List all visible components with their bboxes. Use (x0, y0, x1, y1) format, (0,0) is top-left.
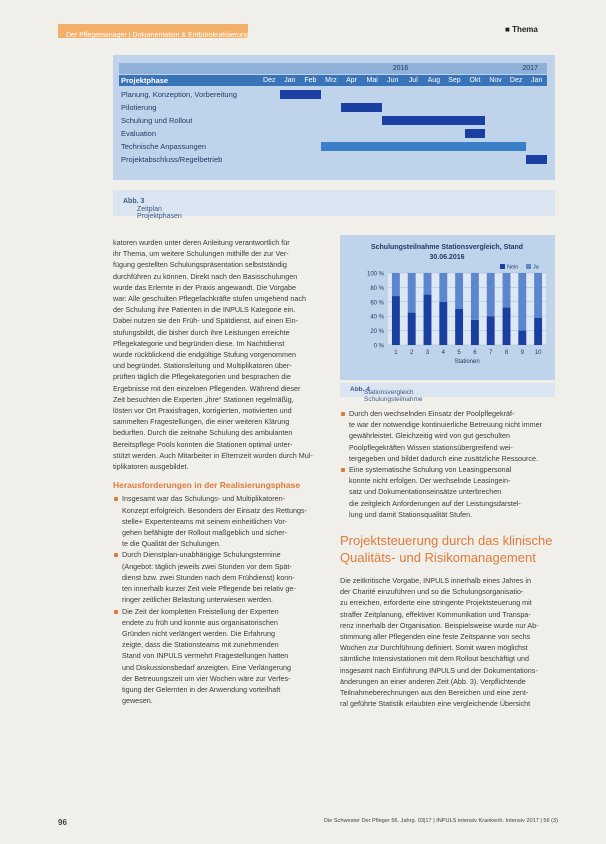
thema-label (505, 25, 538, 34)
gantt-year-row (119, 63, 547, 74)
gantt-phase-row (119, 89, 547, 100)
text-line: dienst bzw. zwei Stunden nach dem Frühdienst) konn- (122, 572, 295, 582)
x-tick-label: 8 (504, 350, 509, 356)
list-item (113, 549, 325, 605)
gantt-phase-bar (341, 103, 382, 112)
text-line: der Charité einzuführen und so die Schulungsorganisatio- (340, 587, 524, 597)
text-line: wurde rückblickend die endgültige Stufung vorgenommen (113, 350, 296, 360)
x-tick-label: 10 (534, 350, 542, 356)
list-item (113, 606, 325, 707)
text-line: sämtliche Intensivstationen mit dem Rollout beschäftigt und (340, 654, 529, 664)
text-line: Konzept erfolgreich. Besonders der Einsatz des Rettungs- (122, 505, 307, 515)
text-line: (Angebot: täglich jeweils zwei Stunden vor dem Spät- (122, 561, 292, 571)
text-line: bedurften. Durch die zeitnahe Schulung des ambulanten (113, 428, 293, 438)
gantt-month-label: Jan (531, 77, 543, 84)
gantt-year-label: 2016 (392, 65, 409, 72)
text-line: Dabei nutzen sie den Früh- und Spätdienst, auf einen Ein- (113, 316, 298, 326)
figure-caption-text-2: Stationsvergleich Schulungsteilnahme (364, 389, 423, 403)
text-line: Ergebnisse mit den einzelnen Pflegenden. Während dieser (113, 383, 301, 393)
bar-ja (487, 273, 495, 316)
gantt-month-label: Okt (469, 77, 481, 84)
gantt-month-label: Jan (284, 77, 296, 84)
text-line: ten innerhalb kurzer Zeit viele Pflegende bei relativ ge- (122, 584, 296, 594)
text-line: war: Alle geschulten Pflegefachkräfte stufen umgehend nach (113, 294, 306, 304)
figure-label: Abb. 3 (123, 198, 145, 205)
bar-ja (471, 273, 479, 320)
gantt-month-label: Jul (408, 77, 418, 84)
gantt-phase-bar (465, 129, 486, 138)
bar-ja (424, 273, 432, 295)
bar-chart-figure (340, 235, 555, 380)
gantt-month-label: Dez (509, 77, 523, 84)
text-line: te war der notwendige kontinuierliche Betreuung nicht immer (349, 420, 542, 430)
text-line: Durch den wechselnden Einsatz der Poolpflegekräf- (349, 409, 515, 418)
text-line: prüften täglich die Pflegekategorien und besprachen die (113, 372, 291, 382)
text-line: satz und Dokumentationseinsätze unterbrechen (349, 487, 502, 497)
bar-ja (392, 273, 400, 296)
thema-text: Thema (512, 25, 538, 34)
gantt-phase-bar (280, 90, 321, 99)
text-line: lung und damit Stationsqualität Stufen. (349, 509, 473, 519)
x-tick-label: 9 (520, 350, 524, 356)
text-line: Pflegekategorie und begründen diese. Im Nachtdienst (113, 338, 285, 348)
y-tick-label: 80 % (370, 285, 384, 292)
legend-label: Ja (533, 264, 539, 271)
gantt-figure (113, 55, 555, 180)
text-line: sammelten Fragestellungen, die einer weiteren Klärung (113, 417, 290, 427)
page-number: 96 (58, 818, 67, 827)
bar-ja (503, 273, 511, 308)
right-column (340, 408, 556, 709)
bullet-icon (114, 553, 118, 557)
text-line: Die Zeit der kompletten Freistellung der Experten (122, 606, 279, 616)
gantt-phase-label: Schulung und Rollout (121, 116, 193, 125)
figure-caption-text: Zeitplan Projektphasen (137, 206, 182, 220)
gantt-phase-row (119, 154, 547, 165)
text-line: renz innerhalb der Organisation. Beispielsweise wurde nur Ab- (340, 620, 539, 630)
bar-nein (408, 313, 416, 345)
bullet-icon (114, 497, 118, 501)
text-line: Wochen zur Durchführung definiert. Somit waren möglichst (340, 643, 528, 653)
gantt-month-label: Apr (346, 77, 358, 84)
body-paragraph (113, 237, 325, 472)
bar-nein (471, 320, 479, 345)
subheading: Herausforderungen in der Realisierungsphase (113, 480, 301, 491)
gantt-phase-bar (321, 142, 527, 151)
right-bullet-list (340, 408, 556, 520)
thema-icon: ■ (505, 25, 510, 34)
text-line: tiplikatoren ausgebildet. (113, 462, 189, 472)
text-line: stimmung aller Pflegenden eine feste Zeitspanne von sechs (340, 632, 531, 642)
text-line: der Schulung ihre Patienten in die INPULS Kategorie ein. (113, 305, 296, 315)
text-line: zeigte, dass die Stationsteams mit zunehmenden (122, 640, 279, 650)
figure-caption-gantt (113, 190, 555, 220)
y-tick-label: 40 % (370, 314, 384, 321)
challenge-list (113, 493, 325, 706)
text-line: tigung der Gelernten in der Anwendung vorteilhaft (122, 684, 281, 694)
gantt-phase-bar (382, 116, 485, 125)
text-line: Insgesamt war das Schulungs- und Multiplikatoren- (122, 494, 285, 504)
text-line: katoren wurden unter deren Anleitung verantwortlich für (113, 238, 290, 247)
bar-chart (340, 235, 555, 380)
gantt-month-label: Sep (448, 77, 461, 84)
gantt-column-label: Projektphase (121, 76, 169, 85)
text-line: lösten vor Ort Praxisfragen, korrigierten, motivierten und (113, 406, 292, 416)
x-tick-label: 3 (425, 350, 430, 356)
text-line: Gründen nicht verlängert werden. Die Erfahrung (122, 628, 276, 638)
text-line: Teilnahmeberechnungen aus den Bereichen und eine zent- (340, 688, 529, 698)
gantt-phase-row (119, 102, 547, 113)
bar-ja (518, 273, 526, 331)
gantt-phase-row (119, 115, 547, 126)
gantt-header-row (119, 75, 547, 86)
bar-nein (503, 308, 511, 345)
text-line: Stand von INPULS vermehrt Fragestellungen hatten (122, 651, 289, 661)
text-line: straffer Zeitplanung, effektiver Kommunikation und Transpa- (340, 609, 531, 619)
x-axis-label: Stationen (454, 359, 480, 365)
text-line: änderungen an einer anderen Zeit (Abb. 3). Verpflichtende (340, 676, 526, 686)
text-line: ral geführte Statistik erlaubten eine vergleichende Übersicht (340, 699, 531, 709)
text-line: durchführen zu können. Direkt nach den Basisschulungen (113, 271, 298, 281)
y-tick-label: 60 % (370, 300, 384, 307)
text-line: und begründet. Stationsleitung und Multiplikatoren über- (113, 361, 292, 371)
text-line: die zeitgleich Anforderungen auf der Leistungsdarstel- (349, 498, 521, 508)
y-tick-label: 20 % (370, 329, 384, 336)
text-line: der Betreuungszeit um vier Wochen wäre zur Verfes- (122, 673, 291, 683)
gantt-month-label: Jun (387, 77, 399, 84)
text-line: stelle+ Expertenteams mit seinem einheitlichen Vor- (122, 516, 288, 526)
bullet-icon (341, 412, 345, 416)
text-line: stützt werden. Auch Mitarbeiter in Elternzeit wurden durch Mul- (113, 450, 313, 460)
list-item (340, 464, 556, 520)
legend-swatch (526, 264, 531, 269)
bar-nein (455, 309, 463, 345)
bar-nein (424, 295, 432, 345)
text-line: endete zu früh und konnte aus organisatorischen (122, 617, 278, 627)
text-line: Durch Dienstplan-unabhängige Schulungstermine (122, 550, 281, 560)
x-tick-label: 5 (457, 350, 461, 356)
text-line: stufungsbildt, die bisher durch ihre Leistungen erreichte (113, 327, 290, 337)
y-tick-label: 0 % (373, 343, 384, 350)
bar-ja (534, 273, 542, 318)
bullet-icon (341, 468, 345, 472)
gantt-month-label: Feb (304, 77, 317, 84)
category-banner (58, 24, 248, 38)
bar-ja (439, 273, 447, 302)
body-paragraph-right (340, 575, 556, 709)
figure-label-2: Abb. 4 (350, 386, 370, 393)
x-tick-label: 6 (473, 350, 477, 356)
text-line: Zeit besuchten die Experten „ihre“ Stationen regelmäßig, (113, 394, 294, 404)
category-label: Der Pflegemanager | Dokumentation & Entbürokratisierung (66, 32, 249, 39)
y-tick-label: 100 % (366, 271, 384, 278)
text-line: und Diskussionsbedarf anzeigten. Eine Verlängerung (122, 662, 292, 672)
text-line: Eine systematische Schulung von Leasingpersonal (349, 465, 512, 475)
bar-ja (455, 273, 463, 309)
gantt-chart (119, 63, 547, 175)
bar-nein (518, 331, 526, 345)
bar-nein (487, 316, 495, 345)
text-line: Die zeitkritische Vorgabe, INPULS innerhalb eines Jahres in (340, 576, 531, 586)
text-line: gewährleistet. Gleichzeitig wird von gut geschulten (349, 431, 511, 441)
chart-title: 30.06.2016 (429, 254, 465, 261)
section-title-line: Projektsteuerung durch das klinische (340, 533, 553, 549)
text-line: gehen befähigte der Rollout maßgeblich und sicher- (122, 528, 288, 538)
text-line: ihr Thema, um weitere Schulungen mithilfe der zur Ver- (113, 249, 289, 259)
text-line: Poolpflegekräften Wissen stationsübergreifend wei- (349, 442, 513, 452)
footer-citation: Die Schwester Der Pfleger 56. Jahrg. 03|17 | INPULS intensiv Krankenh. Intensiv 2017 | 56 (3) (323, 818, 558, 824)
bar-nein (392, 296, 400, 345)
gantt-year-label: 2017 (522, 65, 538, 72)
chart-title: Schulungsteilnahme Stationsvergleich, Stand (370, 244, 524, 251)
gantt-phase-label: Planung, Konzeption, Vorbereitung (121, 90, 237, 99)
text-line: te die Qualität der Schulungen. (122, 539, 221, 549)
text-line: tergegeben und bildet dadurch eine zusätzliche Ressource. (349, 453, 538, 463)
gantt-month-label: Mrz (325, 77, 337, 84)
text-line: fügung gestellten Schulungspräsentation selbstständig (113, 260, 287, 270)
x-tick-label: 7 (489, 350, 493, 356)
x-tick-label: 1 (394, 350, 398, 356)
text-line: konnte nicht erfolgen. Der wechselnde Leasingein- (349, 476, 511, 486)
gantt-month-label: Dez (263, 77, 276, 84)
text-line: zu erreichen, erforderte eine stringente Projektsteuerung mit (340, 598, 532, 608)
text-line: ringer zeitlicher Belastung unterwiesen werden. (122, 595, 274, 605)
gantt-month-label: Aug (427, 77, 441, 84)
section-title (340, 532, 556, 566)
text-line: Bereitspflege Pools konnten die Stationen optimal unter- (113, 439, 293, 449)
text-line: gewesen. (122, 696, 153, 706)
legend-swatch (500, 264, 505, 269)
gantt-month-label: Nov (489, 77, 502, 84)
text-line: wurde das Erlernte in der Praxis angewandt. Die Vorgabe (113, 282, 296, 292)
x-tick-label: 4 (441, 350, 445, 356)
gantt-phase-label: Technische Anpassungen (121, 142, 207, 151)
legend-label: Nein (507, 264, 519, 271)
gantt-phase-label: Pilotierung (121, 103, 157, 112)
list-item (113, 493, 325, 549)
section-title-line: Qualitäts- und Risikomanagement (340, 550, 536, 566)
bar-ja (408, 273, 416, 313)
figure-caption-chart (340, 383, 555, 403)
gantt-month-label: Mai (366, 77, 378, 84)
gantt-phase-bar (526, 155, 547, 164)
bar-nein (534, 318, 542, 345)
left-column (113, 237, 325, 706)
gantt-phase-row (119, 141, 547, 152)
x-tick-label: 2 (410, 350, 414, 356)
list-item (340, 408, 556, 464)
gantt-phase-row (119, 128, 547, 139)
gantt-phase-label: Evaluation (121, 129, 157, 138)
text-line: insgesamt nach Einführung INPULS und der Dokumentations- (340, 665, 538, 675)
gantt-phase-label: Projektabschluss/Regelbetrieb (121, 155, 223, 164)
bullet-icon (114, 610, 118, 614)
bar-nein (439, 302, 447, 345)
